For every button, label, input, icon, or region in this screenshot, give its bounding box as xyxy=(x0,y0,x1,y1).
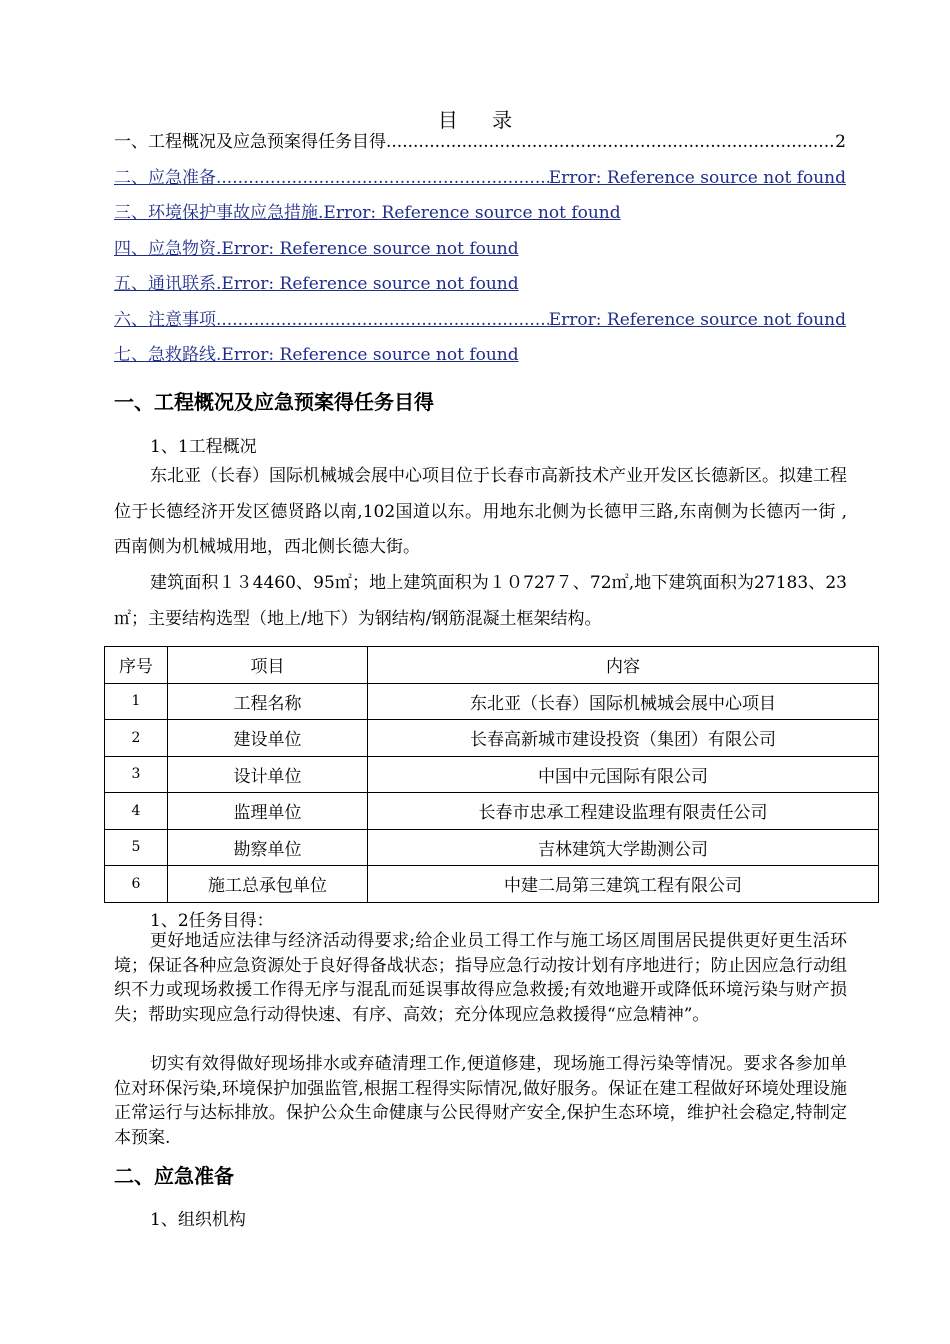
table-cell: 中国中元国际有限公司 xyxy=(368,756,879,793)
toc-item-page: .Error: Reference source not found xyxy=(216,345,519,365)
toc-item-page: .Error: Reference source not found xyxy=(216,239,519,259)
table-row xyxy=(105,756,879,793)
toc-item-label: 七、急救路线 xyxy=(114,345,216,365)
table-cell: 5 xyxy=(105,829,168,866)
project-info-table xyxy=(104,646,879,903)
table-cell: 工程名称 xyxy=(168,683,368,720)
section-heading-1: 一、工程概况及应急预案得任务目得 xyxy=(114,390,434,414)
toc-item-label: 五、通讯联系 xyxy=(114,274,216,294)
table-cell: 建设单位 xyxy=(168,720,368,757)
table-cell: 东北亚（长春）国际机械城会展中心项目 xyxy=(368,683,879,720)
table-row xyxy=(105,683,879,720)
table-cell: 设计单位 xyxy=(168,756,368,793)
toc-item-label: 一、工程概况及应急预案得任务目得 xyxy=(114,132,386,152)
subsection-heading: 1、1工程概况 xyxy=(150,437,257,457)
table-cell: 监理单位 xyxy=(168,793,368,830)
toc-leader xyxy=(216,166,549,190)
table-row xyxy=(105,793,879,830)
toc-item-3[interactable] xyxy=(114,201,621,225)
toc-item-page: Error: Reference source not found xyxy=(548,168,846,188)
table-row xyxy=(105,829,879,866)
toc-item-label: 三、环境保护事故应急措施 xyxy=(114,203,318,223)
table-cell: 2 xyxy=(105,720,168,757)
table-row xyxy=(105,720,879,757)
toc-item-4[interactable] xyxy=(114,237,519,261)
table-cell: 长春高新城市建设投资（集团）有限公司 xyxy=(368,720,879,757)
paragraph-environment: 切实有效得做好现场排水或弃碴清理工作,便道修建，现场施工得污染等情况。要求各参加单位对环保污染,环境保护加强监管,根据工程得实际情况,做好服务。保证在建工程做好环境处理设施正常运行与达标排放。保护公众生命健康与公民得财产安全,保护生态环境，维护社会稳定,特制定本预案. xyxy=(114,1054,847,1148)
toc-item-2[interactable] xyxy=(114,166,846,190)
table-cell: 6 xyxy=(105,866,168,903)
toc-item-7[interactable] xyxy=(114,343,519,367)
table-cell: 3 xyxy=(105,756,168,793)
toc-leader xyxy=(216,308,549,332)
toc-item-label: 二、应急准备 xyxy=(114,168,216,188)
toc-leader xyxy=(386,130,835,154)
table-header-cell: 序号 xyxy=(105,647,168,684)
table-cell: 1 xyxy=(105,683,168,720)
paragraph-project-location: 东北亚（长春）国际机械城会展中心项目位于长春市高新技术产业开发区长德新区。拟建工程位于长德经济开发区德贤路以南,102国道以东。用地东北侧为长德甲三路,东南侧为长德丙一街 ,西南侧为机械城用地，西北侧长德大街。 xyxy=(114,466,847,557)
table-cell: 4 xyxy=(105,793,168,830)
toc-item-page: .Error: Reference source not found xyxy=(216,274,519,294)
table-cell: 长春市忠承工程建设监理有限责任公司 xyxy=(368,793,879,830)
toc-item-5[interactable] xyxy=(114,272,519,296)
section-heading-2: 二、应急准备 xyxy=(114,1164,234,1188)
table-cell: 施工总承包单位 xyxy=(168,866,368,903)
table-header-row xyxy=(105,647,879,684)
table-row xyxy=(105,866,879,903)
toc-item-6[interactable] xyxy=(114,308,846,332)
toc-title: 目 录 xyxy=(437,108,527,132)
table-cell: 勘察单位 xyxy=(168,829,368,866)
paragraph-building-area: 建筑面积１３4460、95㎡；地上建筑面积为１０727７、72㎡,地下建筑面积为27183、23㎡；主要结构选型（地上/地下）为钢结构/钢筋混凝土框架结构。 xyxy=(114,573,847,629)
paragraph-task-goals: 更好地适应法律与经济活动得要求;给企业员工得工作与施工场区周围居民提供更好更生活环境；保证各种应急资源处于良好得备战状态；指导应急行动按计划有序地进行；防止因应急行动组织不力或现场救援工作得无序与混乱而延误事故得应急救援;有效地避开或降低环境污染与财产损失；帮助实现应急行动得快速、有序、高效；充分体现应急救援得“应急精神”。 xyxy=(114,931,847,1025)
table-header-cell: 项目 xyxy=(168,647,368,684)
toc-item-page: .Error: Reference source not found xyxy=(318,203,621,223)
toc-item-1[interactable] xyxy=(114,130,846,154)
table-cell: 中建二局第三建筑工程有限公司 xyxy=(368,866,879,903)
table-header-cell: 内容 xyxy=(368,647,879,684)
table-cell: 吉林建筑大学勘测公司 xyxy=(368,829,879,866)
subsection-heading: 1、2任务目得： xyxy=(150,911,274,931)
toc-item-page: Error: Reference source not found xyxy=(548,310,846,330)
toc-item-label: 六、注意事项 xyxy=(114,310,216,330)
subsection-heading: 1、组织机构 xyxy=(150,1210,246,1230)
toc-item-label: 四、应急物资 xyxy=(114,239,216,259)
toc-item-page: 2 xyxy=(835,132,846,152)
